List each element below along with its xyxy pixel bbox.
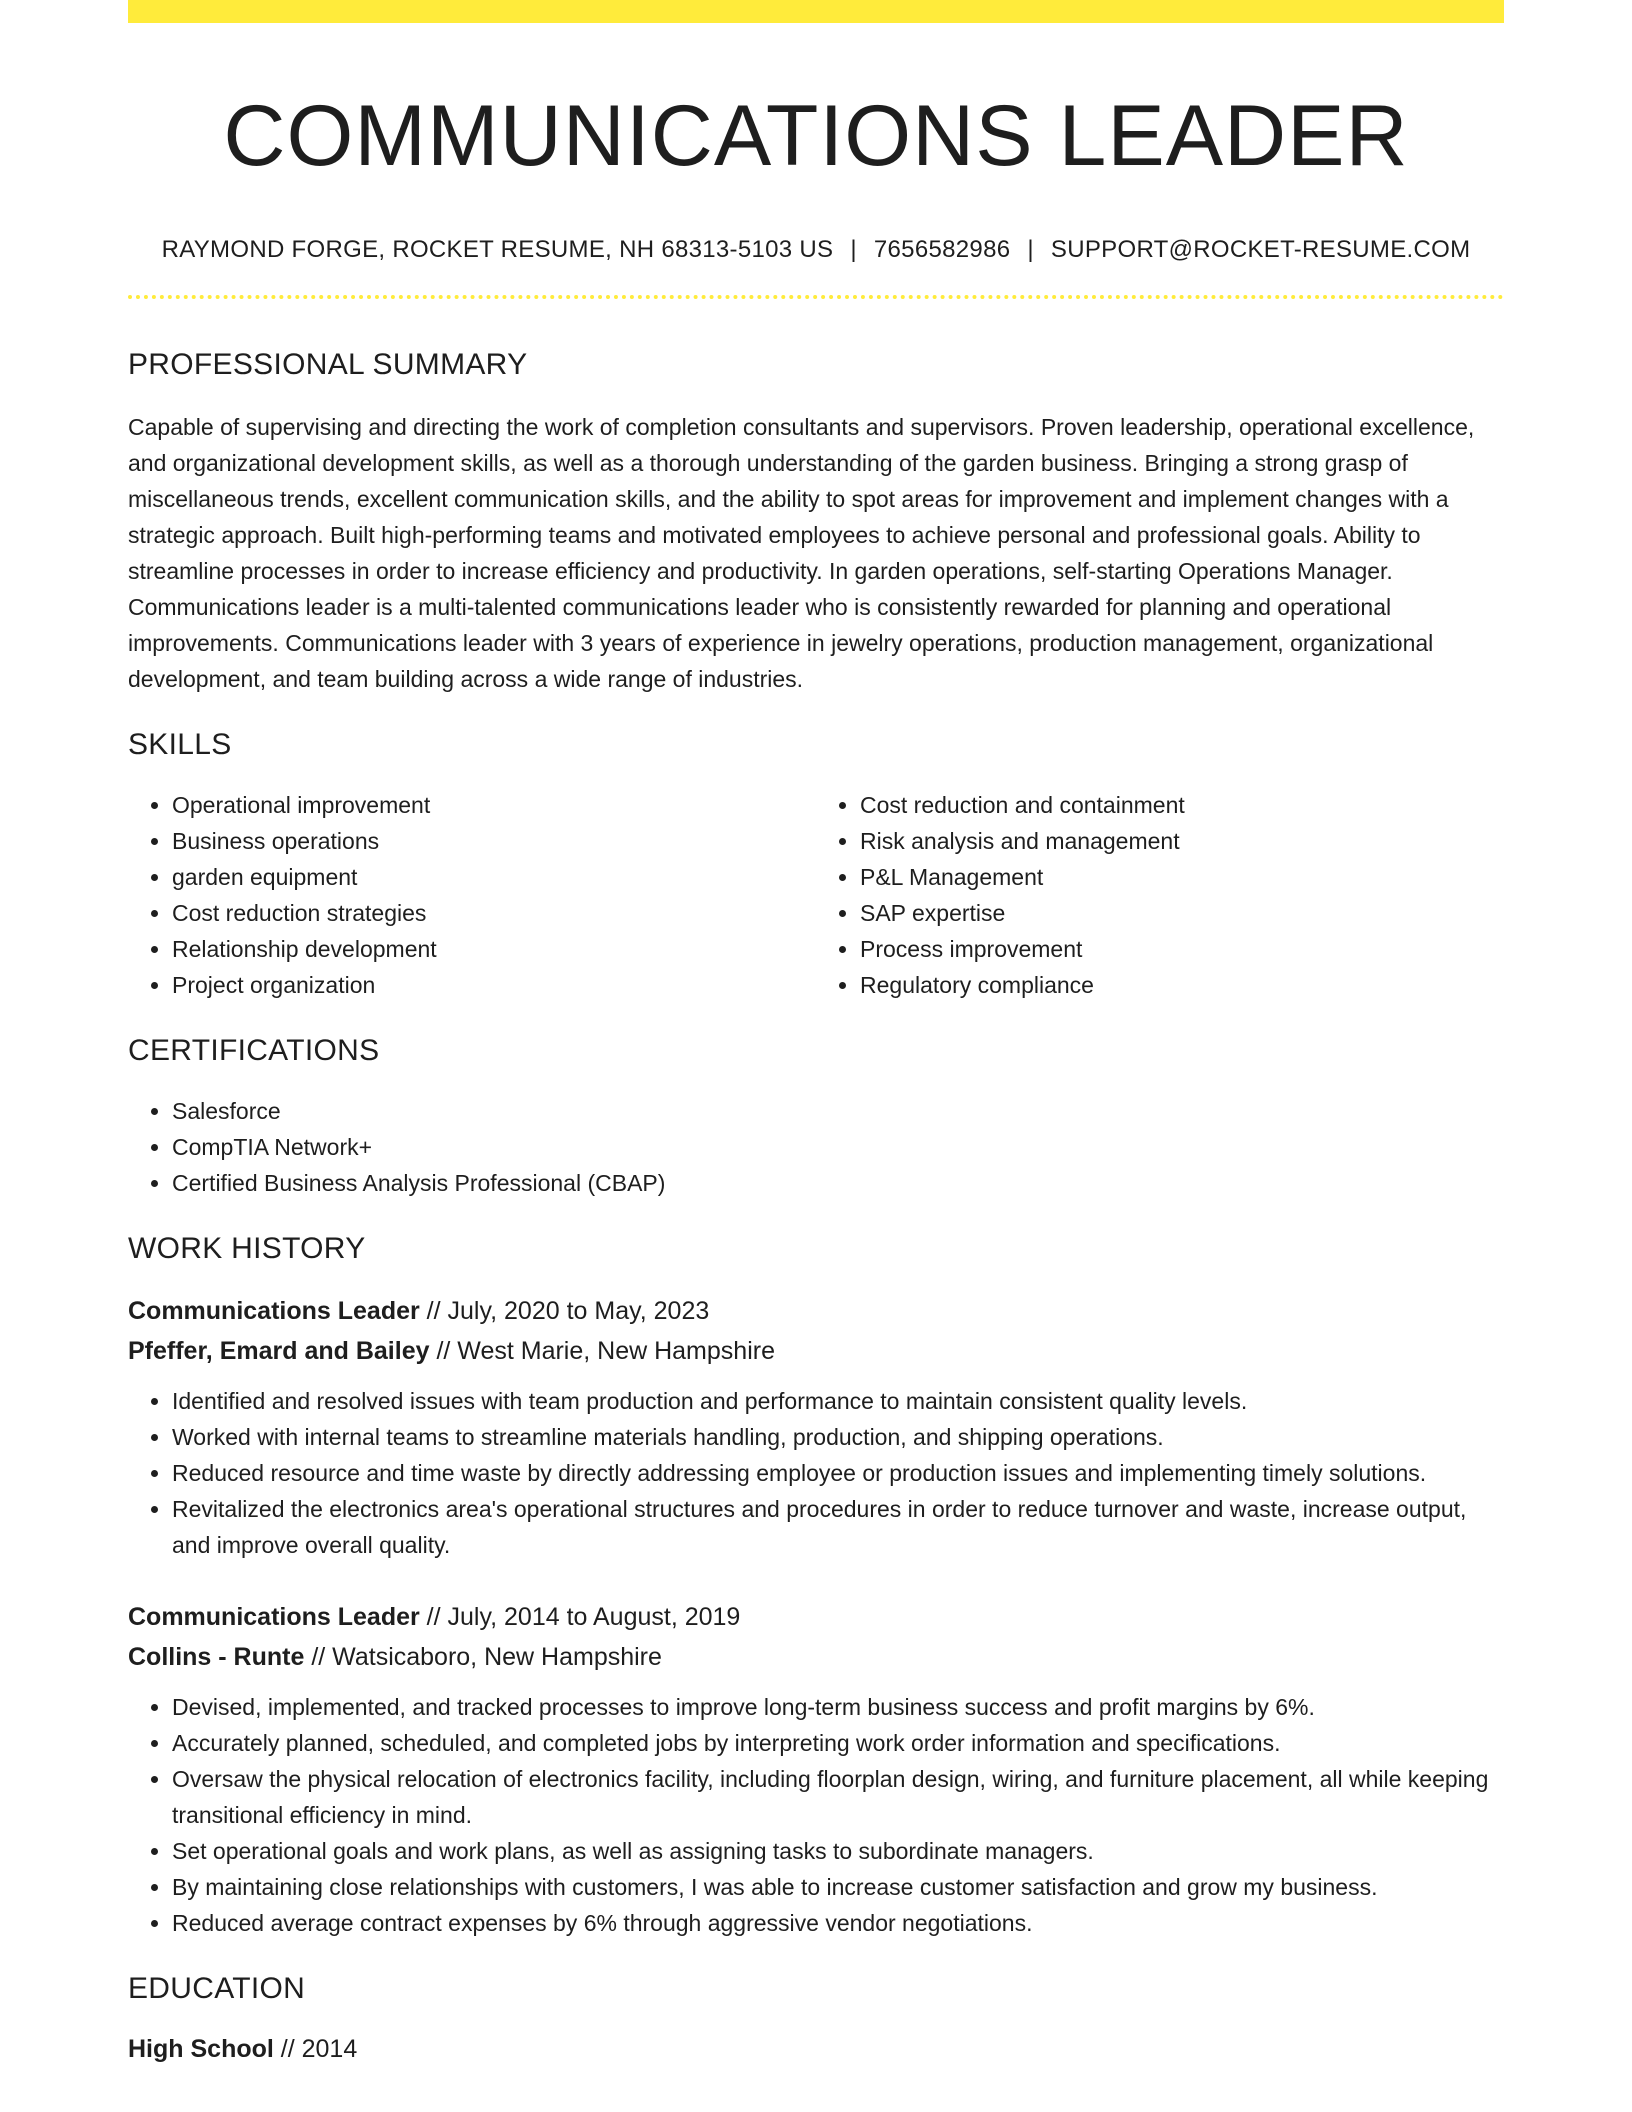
job-title: Communications Leader bbox=[128, 1297, 420, 1326]
job-company: Collins - Runte bbox=[128, 1643, 305, 1672]
job-company: Pfeffer, Emard and Bailey bbox=[128, 1337, 430, 1366]
skill-item: • Cost reduction and containment bbox=[860, 787, 1504, 823]
skill-item: • Process improvement bbox=[860, 931, 1504, 967]
skill-item: • Cost reduction strategies bbox=[172, 895, 816, 931]
contact-phone: 7656582986 bbox=[873, 236, 1011, 264]
certifications-list bbox=[128, 1093, 1504, 1201]
job-title-line bbox=[128, 1597, 1504, 1637]
job-bullet: • Accurately planned, scheduled, and completed jobs by interpreting work order information and specifications. bbox=[172, 1725, 1504, 1761]
job-bullet: • Worked with internal teams to streamline materials handling, production, and shipping operations. bbox=[172, 1419, 1504, 1455]
summary-text: Capable of supervising and directing the work of completion consultants and supervisors. Proven leadership, operational excellence, and organizational development skills, as well as a thorough understanding of the garden business. Bringing a strong grasp of miscellaneous trends, excellent communication skills, and the ability to spot areas for improvement and implement changes with a strategic approach. Built high-performing teams and motivated employees to achieve personal and professional goals. Ability to streamline processes in order to increase efficiency and productivity. In garden operations, self-starting Operations Manager. Communications leader is a multi-talented communications leader who is consistently rewarded for planning and operational improvements. Communications leader with 3 years of experience in jewelry operations, production management, organizational development, and team building across a wide range of industries. bbox=[128, 414, 1475, 693]
job-bullet: • Set operational goals and work plans, as well as assigning tasks to subordinate managers. bbox=[172, 1833, 1504, 1869]
skills-list-right bbox=[816, 787, 1504, 1003]
contact-separator: | bbox=[1027, 236, 1034, 264]
job-bullet: • Reduced resource and time waste by directly addressing employee or production issues and implementing timely solutions. bbox=[172, 1455, 1504, 1491]
summary-heading: PROFESSIONAL SUMMARY bbox=[128, 348, 528, 382]
skills-heading: SKILLS bbox=[128, 728, 232, 762]
job-entry bbox=[128, 1597, 1504, 1941]
education-degree: High School bbox=[128, 2035, 274, 2064]
skill-item: • Regulatory compliance bbox=[860, 967, 1504, 1003]
skills-grid bbox=[128, 787, 1504, 1003]
certification-item: • Salesforce bbox=[172, 1093, 1504, 1129]
dotted-divider bbox=[128, 295, 1504, 299]
skills-list-left bbox=[128, 787, 816, 1003]
resume-title: COMMUNICATIONS LEADER bbox=[223, 88, 1409, 184]
certification-item: • CompTIA Network+ bbox=[172, 1129, 1504, 1165]
skill-item: • Operational improvement bbox=[172, 787, 816, 823]
job-dates: // July, 2020 to May, 2023 bbox=[419, 1297, 710, 1326]
skill-item: • garden equipment bbox=[172, 859, 816, 895]
education-heading: EDUCATION bbox=[128, 1972, 306, 2006]
skill-item: • Relationship development bbox=[172, 931, 816, 967]
skill-item: • Risk analysis and management bbox=[860, 823, 1504, 859]
accent-top-bar bbox=[128, 0, 1504, 23]
job-bullets bbox=[128, 1689, 1504, 1941]
job-bullet: • Oversaw the physical relocation of electronics facility, including floorplan design, wiring, and furniture placement, all while keeping transitional efficiency in mind. bbox=[172, 1761, 1504, 1833]
skill-item: • SAP expertise bbox=[860, 895, 1504, 931]
contact-separator: | bbox=[850, 236, 857, 264]
job-company-line bbox=[128, 1331, 1504, 1371]
resume-page bbox=[128, 0, 1504, 2069]
job-company-line bbox=[128, 1637, 1504, 1677]
job-bullet: • Reduced average contract expenses by 6% through aggressive vendor negotiations. bbox=[172, 1905, 1504, 1941]
job-bullet: • Revitalized the electronics area's operational structures and procedures in order to reduce turnover and waste, increase output, and improve overall quality. bbox=[172, 1491, 1504, 1563]
contact-email: SUPPORT@ROCKET-RESUME.COM bbox=[1050, 236, 1471, 264]
job-bullet: • By maintaining close relationships with customers, I was able to increase customer satisfaction and grow my business. bbox=[172, 1869, 1504, 1905]
skill-item: • Project organization bbox=[172, 967, 816, 1003]
education-year: // 2014 bbox=[273, 2035, 358, 2064]
job-title: Communications Leader bbox=[128, 1603, 420, 1632]
certification-item: • Certified Business Analysis Professional (CBAP) bbox=[172, 1165, 1504, 1201]
skill-item: • Business operations bbox=[172, 823, 816, 859]
job-bullet: • Devised, implemented, and tracked processes to improve long-term business success and profit margins by 6%. bbox=[172, 1689, 1504, 1725]
job-entry bbox=[128, 1291, 1504, 1563]
job-dates: // July, 2014 to August, 2019 bbox=[419, 1603, 741, 1632]
education-entry bbox=[128, 2029, 1504, 2069]
skill-item: • P&L Management bbox=[860, 859, 1504, 895]
job-bullets bbox=[128, 1383, 1504, 1563]
work-history-heading: WORK HISTORY bbox=[128, 1232, 366, 1266]
contact-address: RAYMOND FORGE, ROCKET RESUME, NH 68313-5103 US bbox=[161, 236, 834, 264]
job-location: // Watsicaboro, New Hampshire bbox=[304, 1643, 662, 1672]
job-location: // West Marie, New Hampshire bbox=[429, 1337, 775, 1366]
job-title-line bbox=[128, 1291, 1504, 1331]
certifications-heading: CERTIFICATIONS bbox=[128, 1034, 380, 1068]
job-bullet: • Identified and resolved issues with team production and performance to maintain consistent quality levels. bbox=[172, 1383, 1504, 1419]
contact-line bbox=[128, 234, 1504, 265]
